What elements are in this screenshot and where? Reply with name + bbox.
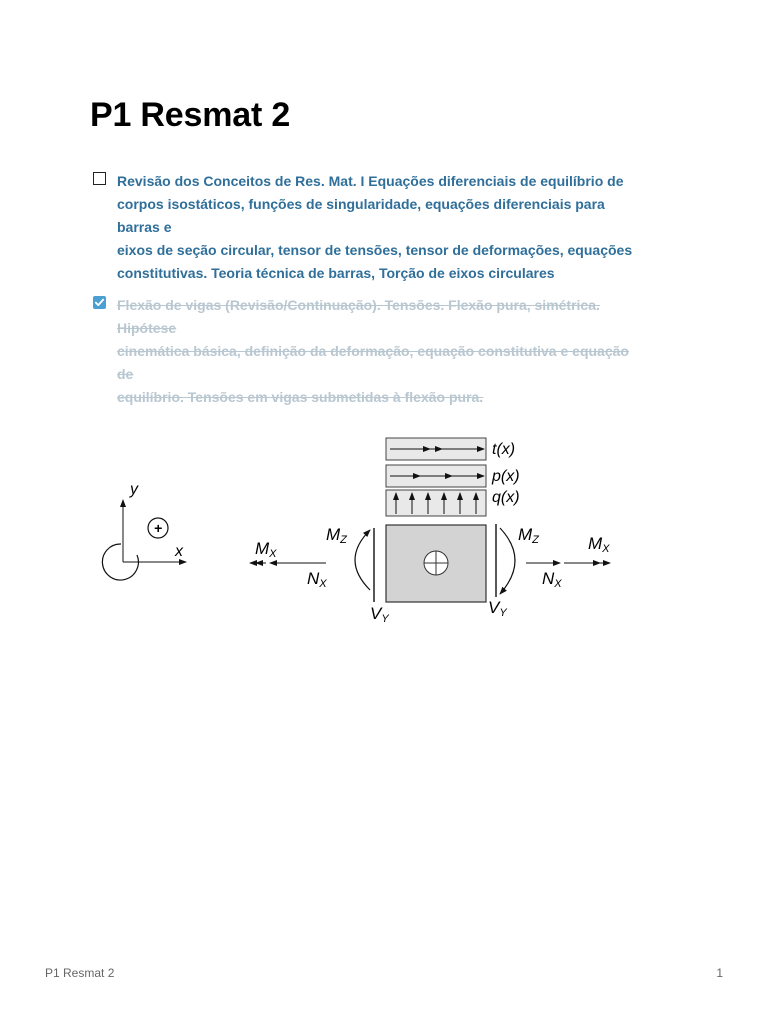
page-title: P1 Resmat 2 xyxy=(90,96,291,134)
todo-line: Hipótese xyxy=(117,320,177,336)
todo-line: Flexão de vigas (Revisão/Continuação). Tensões. Flexão pura, simétrica. xyxy=(117,297,600,313)
moment-arc-right xyxy=(500,528,515,594)
load-p-label: p(x) xyxy=(492,468,520,485)
footer-page-number: 1 xyxy=(716,966,723,980)
load-q-label: q(x) xyxy=(492,489,520,506)
shear-force-left-label: VY xyxy=(370,604,389,625)
todo-line: Revisão dos Conceitos de Res. Mat. I Equações diferenciais de equilíbrio de xyxy=(117,173,624,189)
moment-arc-left xyxy=(355,530,370,590)
todo-text-review xyxy=(117,170,677,285)
positive-sign: + xyxy=(153,520,163,536)
footer-doc-name: P1 Resmat 2 xyxy=(45,966,115,980)
axis-x-label: x xyxy=(175,543,183,560)
moment-z-right-label: MZ xyxy=(518,525,539,546)
checkmark-icon xyxy=(94,297,105,308)
load-q-box xyxy=(386,490,486,516)
todo-line: eixos de seção circular, tensor de tensões, tensor de deformações, equações xyxy=(117,242,633,258)
todo-line: de xyxy=(117,366,134,382)
coordinate-system xyxy=(102,481,186,580)
checkbox-unchecked[interactable] xyxy=(93,172,106,185)
todo-line: constitutivas. Teoria técnica de barras, Torção de eixos circulares xyxy=(117,265,555,281)
checkbox-checked[interactable] xyxy=(93,296,106,309)
axial-force-left-label: NX xyxy=(307,569,327,590)
axial-force-right-label: NX xyxy=(542,569,562,590)
load-t-label: t(x) xyxy=(492,441,516,458)
todo-line: barras e xyxy=(117,219,172,235)
moment-x-left-label: MX xyxy=(255,539,277,560)
todo-line: corpos isostáticos, funções de singularidade, equações diferenciais para xyxy=(117,196,605,212)
moment-z-left-label: MZ xyxy=(326,525,347,546)
todo-line: equilíbrio. Tensões em vigas submetidas à flexão pura. xyxy=(117,389,484,405)
moment-x-right-label: MX xyxy=(588,534,610,555)
axis-y-label: y xyxy=(130,481,138,498)
todo-text-bending xyxy=(117,294,677,409)
shear-force-right-label: VY xyxy=(488,598,507,619)
distributed-loads xyxy=(386,438,520,516)
beam-diagram xyxy=(90,432,630,632)
todo-line: cinemática básica, definição da deformação, equação constitutiva e equação xyxy=(117,343,629,359)
